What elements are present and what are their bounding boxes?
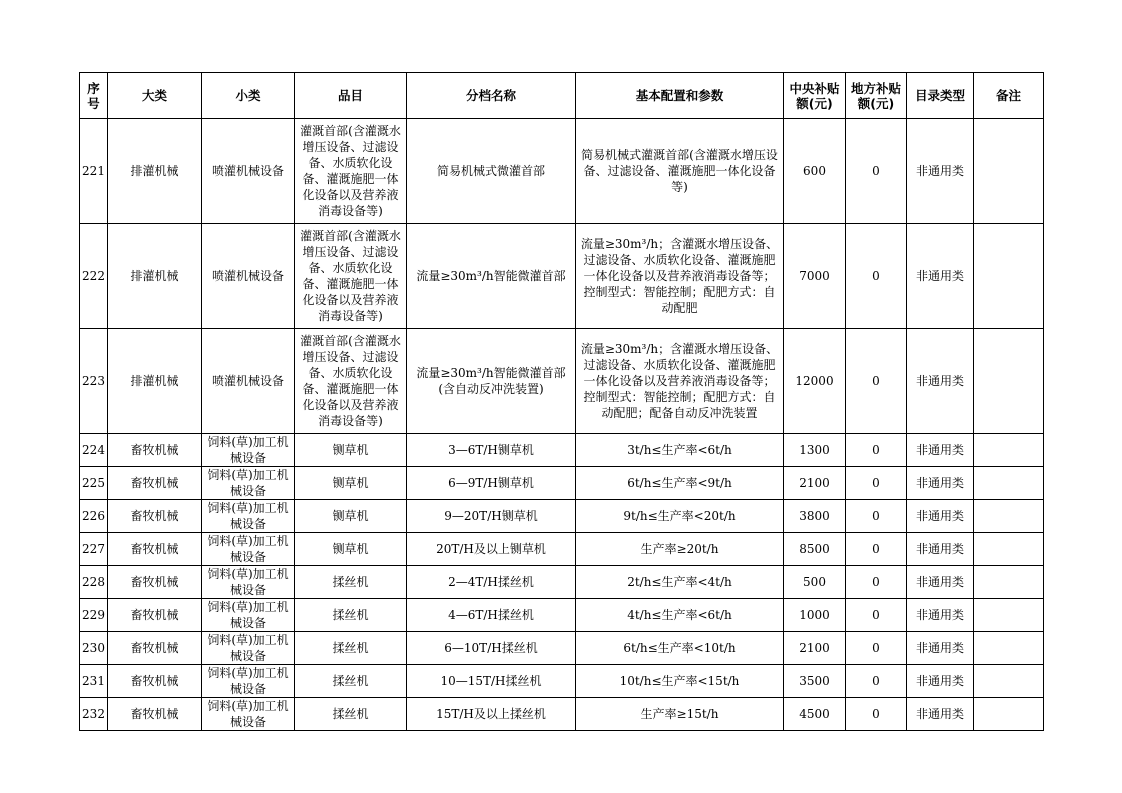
cell-seq: 228 bbox=[80, 566, 108, 599]
cell-config: 9t/h≤生产率<20t/h bbox=[576, 500, 784, 533]
cell-notes bbox=[974, 698, 1044, 731]
table-row bbox=[80, 599, 1044, 632]
cell-central-subsidy: 4500 bbox=[784, 698, 846, 731]
cell-central-subsidy: 8500 bbox=[784, 533, 846, 566]
cell-notes bbox=[974, 224, 1044, 329]
cell-local-subsidy: 0 bbox=[846, 599, 907, 632]
table-row bbox=[80, 224, 1044, 329]
cell-config: 6t/h≤生产率<10t/h bbox=[576, 632, 784, 665]
cell-seq: 221 bbox=[80, 119, 108, 224]
cell-item: 铡草机 bbox=[295, 533, 407, 566]
cell-config: 2t/h≤生产率<4t/h bbox=[576, 566, 784, 599]
cell-central-subsidy: 1300 bbox=[784, 434, 846, 467]
cell-category: 排灌机械 bbox=[108, 119, 202, 224]
cell-tier-name: 15T/H及以上揉丝机 bbox=[407, 698, 576, 731]
cell-seq: 223 bbox=[80, 329, 108, 434]
cell-seq: 222 bbox=[80, 224, 108, 329]
cell-category: 畜牧机械 bbox=[108, 566, 202, 599]
table-row bbox=[80, 434, 1044, 467]
cell-central-subsidy: 2100 bbox=[784, 467, 846, 500]
cell-item: 铡草机 bbox=[295, 467, 407, 500]
table-row bbox=[80, 467, 1044, 500]
cell-local-subsidy: 0 bbox=[846, 533, 907, 566]
cell-seq: 232 bbox=[80, 698, 108, 731]
cell-subcategory: 饲料(草)加工机械设备 bbox=[202, 566, 295, 599]
header-item: 品目 bbox=[295, 73, 407, 119]
header-tier-name: 分档名称 bbox=[407, 73, 576, 119]
cell-category: 畜牧机械 bbox=[108, 533, 202, 566]
cell-catalog-type: 非通用类 bbox=[907, 698, 974, 731]
cell-item: 揉丝机 bbox=[295, 665, 407, 698]
cell-subcategory: 喷灌机械设备 bbox=[202, 329, 295, 434]
table-row bbox=[80, 665, 1044, 698]
cell-tier-name: 6—10T/H揉丝机 bbox=[407, 632, 576, 665]
cell-subcategory: 饲料(草)加工机械设备 bbox=[202, 632, 295, 665]
cell-item: 灌溉首部(含灌溉水增压设备、过滤设备、水质软化设备、灌溉施肥一体化设备以及营养液消毒设备等) bbox=[295, 119, 407, 224]
cell-catalog-type: 非通用类 bbox=[907, 500, 974, 533]
cell-category: 排灌机械 bbox=[108, 329, 202, 434]
cell-category: 畜牧机械 bbox=[108, 500, 202, 533]
cell-local-subsidy: 0 bbox=[846, 665, 907, 698]
header-subcategory: 小类 bbox=[202, 73, 295, 119]
cell-central-subsidy: 3800 bbox=[784, 500, 846, 533]
cell-item: 灌溉首部(含灌溉水增压设备、过滤设备、水质软化设备、灌溉施肥一体化设备以及营养液消毒设备等) bbox=[295, 329, 407, 434]
header-row bbox=[80, 73, 1044, 119]
cell-tier-name: 流量≥30m³/h智能微灌首部(含自动反冲洗装置) bbox=[407, 329, 576, 434]
cell-seq: 230 bbox=[80, 632, 108, 665]
cell-central-subsidy: 3500 bbox=[784, 665, 846, 698]
cell-local-subsidy: 0 bbox=[846, 500, 907, 533]
cell-config: 4t/h≤生产率<6t/h bbox=[576, 599, 784, 632]
cell-central-subsidy: 12000 bbox=[784, 329, 846, 434]
table-row bbox=[80, 533, 1044, 566]
cell-local-subsidy: 0 bbox=[846, 329, 907, 434]
table-row bbox=[80, 632, 1044, 665]
cell-category: 排灌机械 bbox=[108, 224, 202, 329]
table-row bbox=[80, 500, 1044, 533]
subsidy-table bbox=[79, 72, 1044, 731]
cell-seq: 231 bbox=[80, 665, 108, 698]
cell-notes bbox=[974, 434, 1044, 467]
cell-category: 畜牧机械 bbox=[108, 698, 202, 731]
cell-catalog-type: 非通用类 bbox=[907, 467, 974, 500]
cell-subcategory: 饲料(草)加工机械设备 bbox=[202, 599, 295, 632]
cell-category: 畜牧机械 bbox=[108, 665, 202, 698]
cell-notes bbox=[974, 119, 1044, 224]
cell-item: 揉丝机 bbox=[295, 698, 407, 731]
cell-catalog-type: 非通用类 bbox=[907, 566, 974, 599]
cell-catalog-type: 非通用类 bbox=[907, 119, 974, 224]
cell-subcategory: 饲料(草)加工机械设备 bbox=[202, 434, 295, 467]
table-row bbox=[80, 329, 1044, 434]
cell-config: 生产率≥15t/h bbox=[576, 698, 784, 731]
cell-local-subsidy: 0 bbox=[846, 566, 907, 599]
header-central-subsidy: 中央补贴额(元) bbox=[784, 73, 846, 119]
cell-category: 畜牧机械 bbox=[108, 467, 202, 500]
header-catalog-type: 目录类型 bbox=[907, 73, 974, 119]
cell-catalog-type: 非通用类 bbox=[907, 224, 974, 329]
cell-subcategory: 喷灌机械设备 bbox=[202, 224, 295, 329]
header-notes: 备注 bbox=[974, 73, 1044, 119]
cell-catalog-type: 非通用类 bbox=[907, 632, 974, 665]
cell-subcategory: 饲料(草)加工机械设备 bbox=[202, 500, 295, 533]
cell-tier-name: 20T/H及以上铡草机 bbox=[407, 533, 576, 566]
cell-seq: 229 bbox=[80, 599, 108, 632]
cell-local-subsidy: 0 bbox=[846, 698, 907, 731]
cell-item: 揉丝机 bbox=[295, 599, 407, 632]
header-category: 大类 bbox=[108, 73, 202, 119]
cell-subcategory: 饲料(草)加工机械设备 bbox=[202, 533, 295, 566]
table-row bbox=[80, 698, 1044, 731]
cell-category: 畜牧机械 bbox=[108, 599, 202, 632]
cell-tier-name: 10—15T/H揉丝机 bbox=[407, 665, 576, 698]
cell-config: 10t/h≤生产率<15t/h bbox=[576, 665, 784, 698]
cell-notes bbox=[974, 632, 1044, 665]
cell-notes bbox=[974, 665, 1044, 698]
cell-tier-name: 3—6T/H铡草机 bbox=[407, 434, 576, 467]
cell-local-subsidy: 0 bbox=[846, 119, 907, 224]
cell-category: 畜牧机械 bbox=[108, 632, 202, 665]
cell-config: 流量≥30m³/h；含灌溉水增压设备、过滤设备、水质软化设备、灌溉施肥一体化设备以及营养液消毒设备等；控制型式：智能控制；配肥方式：自动配肥；配备自动反冲洗装置 bbox=[576, 329, 784, 434]
cell-tier-name: 简易机械式微灌首部 bbox=[407, 119, 576, 224]
cell-seq: 227 bbox=[80, 533, 108, 566]
cell-config: 生产率≥20t/h bbox=[576, 533, 784, 566]
cell-config: 6t/h≤生产率<9t/h bbox=[576, 467, 784, 500]
cell-local-subsidy: 0 bbox=[846, 632, 907, 665]
cell-item: 灌溉首部(含灌溉水增压设备、过滤设备、水质软化设备、灌溉施肥一体化设备以及营养液消毒设备等) bbox=[295, 224, 407, 329]
cell-subcategory: 饲料(草)加工机械设备 bbox=[202, 665, 295, 698]
table-row bbox=[80, 566, 1044, 599]
cell-notes bbox=[974, 533, 1044, 566]
cell-notes bbox=[974, 500, 1044, 533]
cell-catalog-type: 非通用类 bbox=[907, 599, 974, 632]
cell-notes bbox=[974, 467, 1044, 500]
cell-central-subsidy: 1000 bbox=[784, 599, 846, 632]
cell-notes bbox=[974, 329, 1044, 434]
cell-catalog-type: 非通用类 bbox=[907, 533, 974, 566]
cell-subcategory: 饲料(草)加工机械设备 bbox=[202, 467, 295, 500]
cell-item: 揉丝机 bbox=[295, 632, 407, 665]
cell-central-subsidy: 2100 bbox=[784, 632, 846, 665]
cell-item: 铡草机 bbox=[295, 434, 407, 467]
cell-subcategory: 饲料(草)加工机械设备 bbox=[202, 698, 295, 731]
cell-local-subsidy: 0 bbox=[846, 224, 907, 329]
cell-central-subsidy: 600 bbox=[784, 119, 846, 224]
cell-notes bbox=[974, 566, 1044, 599]
header-seq: 序号 bbox=[80, 73, 108, 119]
cell-central-subsidy: 7000 bbox=[784, 224, 846, 329]
cell-local-subsidy: 0 bbox=[846, 434, 907, 467]
cell-item: 揉丝机 bbox=[295, 566, 407, 599]
header-local-subsidy: 地方补贴额(元) bbox=[846, 73, 907, 119]
cell-config: 流量≥30m³/h；含灌溉水增压设备、过滤设备、水质软化设备、灌溉施肥一体化设备以及营养液消毒设备等；控制型式：智能控制；配肥方式：自动配肥 bbox=[576, 224, 784, 329]
cell-config: 简易机械式灌溉首部(含灌溉水增压设备、过滤设备、灌溉施肥一体化设备等) bbox=[576, 119, 784, 224]
cell-tier-name: 9—20T/H铡草机 bbox=[407, 500, 576, 533]
cell-seq: 226 bbox=[80, 500, 108, 533]
cell-catalog-type: 非通用类 bbox=[907, 665, 974, 698]
header-config: 基本配置和参数 bbox=[576, 73, 784, 119]
cell-subcategory: 喷灌机械设备 bbox=[202, 119, 295, 224]
cell-tier-name: 流量≥30m³/h智能微灌首部 bbox=[407, 224, 576, 329]
cell-item: 铡草机 bbox=[295, 500, 407, 533]
cell-seq: 224 bbox=[80, 434, 108, 467]
cell-catalog-type: 非通用类 bbox=[907, 329, 974, 434]
table-row bbox=[80, 119, 1044, 224]
cell-tier-name: 2—4T/H揉丝机 bbox=[407, 566, 576, 599]
cell-category: 畜牧机械 bbox=[108, 434, 202, 467]
cell-notes bbox=[974, 599, 1044, 632]
cell-tier-name: 4—6T/H揉丝机 bbox=[407, 599, 576, 632]
cell-catalog-type: 非通用类 bbox=[907, 434, 974, 467]
cell-seq: 225 bbox=[80, 467, 108, 500]
cell-central-subsidy: 500 bbox=[784, 566, 846, 599]
cell-local-subsidy: 0 bbox=[846, 467, 907, 500]
cell-config: 3t/h≤生产率<6t/h bbox=[576, 434, 784, 467]
cell-tier-name: 6—9T/H铡草机 bbox=[407, 467, 576, 500]
